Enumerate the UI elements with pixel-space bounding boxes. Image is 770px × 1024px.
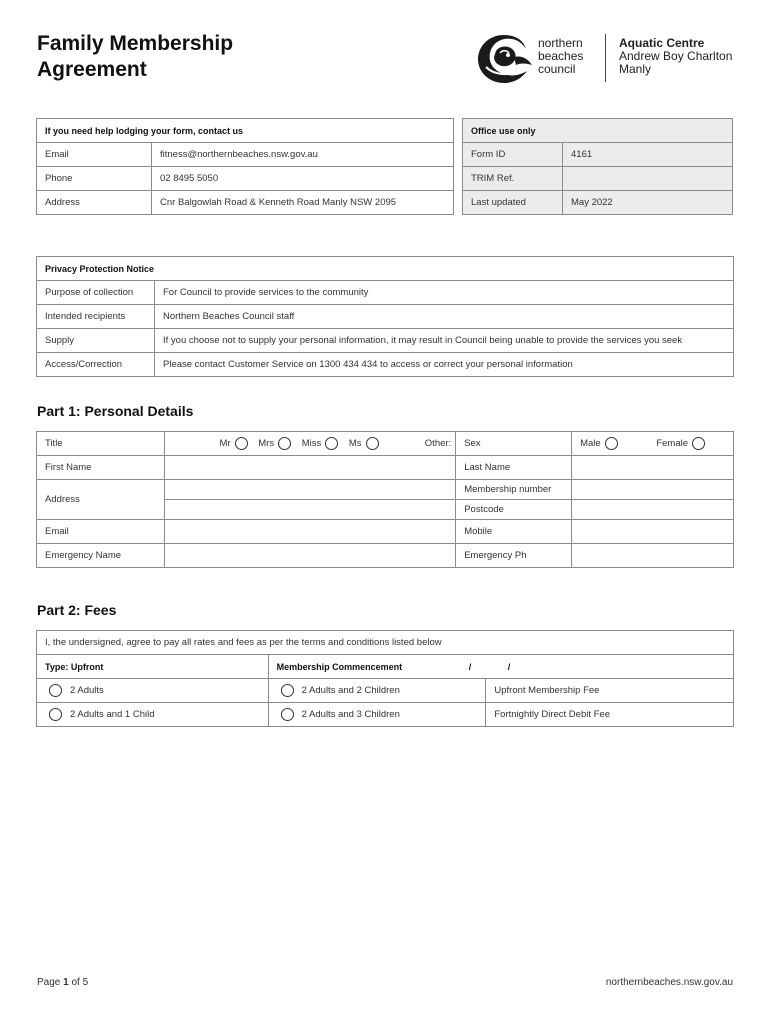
option-2-adults[interactable] <box>37 679 269 703</box>
last-name-field[interactable] <box>572 456 734 480</box>
help-address-value: Cnr Balgowlah Road & Kenneth Road Manly NSW 2095 <box>152 191 454 215</box>
title-option-mr: Mr <box>219 438 231 449</box>
date-slash-2: / <box>507 661 511 672</box>
option-2-adults-1-child[interactable] <box>37 703 269 727</box>
part2-heading: Part 2: Fees <box>37 602 117 618</box>
centre-line-1: Andrew Boy Charlton <box>619 49 733 63</box>
mobile-field[interactable] <box>572 520 734 544</box>
option-2-adults-2-children[interactable] <box>268 679 486 703</box>
sex-male-radio[interactable] <box>605 437 618 450</box>
title-miss-radio[interactable] <box>325 437 338 450</box>
sex-female-radio[interactable] <box>692 437 705 450</box>
purpose-label: Purpose of collection <box>37 281 155 305</box>
mobile-label: Mobile <box>456 520 572 544</box>
title-mrs-radio[interactable] <box>278 437 291 450</box>
address-label: Address <box>37 480 165 520</box>
council-logo-icon <box>474 31 534 87</box>
fortnightly-fee-label: Fortnightly Direct Debit Fee <box>486 703 734 727</box>
type-label: Type: Upfront <box>37 655 269 679</box>
help-email-value: fitness@northernbeaches.nsw.gov.au <box>152 143 454 167</box>
sex-option-male: Male <box>580 438 601 449</box>
privacy-heading: Privacy Protection Notice <box>37 257 734 281</box>
option-2a3c-radio[interactable] <box>281 708 294 721</box>
page-suffix: of 5 <box>71 977 89 988</box>
logo-line-3: council <box>538 62 576 76</box>
purpose-value: For Council to provide services to the community <box>155 281 734 305</box>
logo-divider <box>605 34 606 82</box>
sex-option-female: Female <box>656 438 688 449</box>
title-option-ms: Ms <box>348 438 362 449</box>
title-option-other: Other: <box>424 438 452 449</box>
logo-line-2: beaches <box>538 49 584 63</box>
help-address-label: Address <box>37 191 152 215</box>
recipients-value: Northern Beaches Council staff <box>155 305 734 329</box>
upfront-fee-label: Upfront Membership Fee <box>486 679 734 703</box>
recipients-label: Intended recipients <box>37 305 155 329</box>
option-2-adults-label: 2 Adults <box>70 685 104 696</box>
sex-options <box>572 432 734 456</box>
email-label: Email <box>37 520 165 544</box>
supply-value: If you choose not to supply your personal information, it may result in Council being unable to provide the services you seek <box>155 329 734 353</box>
council-name <box>538 37 583 76</box>
last-updated-value: May 2022 <box>563 191 733 215</box>
address-field-line-1[interactable] <box>164 480 456 500</box>
centre-title: Aquatic Centre <box>619 36 705 50</box>
email-field[interactable] <box>164 520 456 544</box>
address-field-line-2[interactable] <box>164 500 456 520</box>
option-2a2c-radio[interactable] <box>281 684 294 697</box>
title-option-miss: Miss <box>301 438 322 449</box>
membership-number-label: Membership number <box>456 480 572 500</box>
title-line-2: Agreement <box>37 58 147 81</box>
help-heading: If you need help lodging your form, contact us <box>37 119 454 143</box>
date-slash-1: / <box>468 661 472 672</box>
fees-table <box>36 630 734 727</box>
title-mr-radio[interactable] <box>235 437 248 450</box>
emergency-name-field[interactable] <box>164 544 456 568</box>
last-updated-label: Last updated <box>463 191 563 215</box>
centre-name <box>619 37 732 76</box>
form-id-label: Form ID <box>463 143 563 167</box>
title-options <box>164 432 456 456</box>
first-name-label: First Name <box>37 456 165 480</box>
help-phone-value: 02 8495 5050 <box>152 167 454 191</box>
option-2-adults-radio[interactable] <box>49 684 62 697</box>
help-email-label: Email <box>37 143 152 167</box>
document-title <box>37 31 337 83</box>
privacy-notice-table <box>36 256 734 377</box>
office-use-table <box>462 118 733 215</box>
emergency-ph-label: Emergency Ph <box>456 544 572 568</box>
form-id-value: 4161 <box>563 143 733 167</box>
trim-ref-field[interactable] <box>563 167 733 191</box>
page-prefix: Page <box>37 977 61 988</box>
page-number: 1 <box>63 977 69 988</box>
option-2a3c-label: 2 Adults and 3 Children <box>301 709 400 720</box>
website-url: northernbeaches.nsw.gov.au <box>605 977 733 988</box>
supply-label: Supply <box>37 329 155 353</box>
title-option-mrs: Mrs <box>258 438 275 449</box>
part1-heading: Part 1: Personal Details <box>37 403 194 419</box>
access-value: Please contact Customer Service on 1300 434 434 to access or correct your personal information <box>155 353 734 377</box>
agreement-text: I, the undersigned, agree to pay all rates and fees as per the terms and conditions listed below <box>37 631 734 655</box>
office-heading: Office use only <box>463 119 733 143</box>
emergency-name-label: Emergency Name <box>37 544 165 568</box>
title-label: Title <box>37 432 165 456</box>
postcode-field[interactable] <box>572 500 734 520</box>
option-2-adults-3-children[interactable] <box>268 703 486 727</box>
option-2a1c-label: 2 Adults and 1 Child <box>70 709 155 720</box>
trim-ref-label: TRIM Ref. <box>463 167 563 191</box>
centre-line-2: Manly <box>619 62 652 76</box>
membership-number-field[interactable] <box>572 480 734 500</box>
option-2a2c-label: 2 Adults and 2 Children <box>301 685 400 696</box>
commencement-cell[interactable] <box>268 655 733 679</box>
title-ms-radio[interactable] <box>366 437 379 450</box>
help-contact-table <box>36 118 454 215</box>
postcode-label: Postcode <box>456 500 572 520</box>
option-2a1c-radio[interactable] <box>49 708 62 721</box>
last-name-label: Last Name <box>456 456 572 480</box>
logo-line-1: northern <box>538 36 583 50</box>
page-indicator <box>37 977 88 988</box>
personal-details-table <box>36 431 734 568</box>
commencement-label: Membership Commencement <box>276 661 403 672</box>
access-label: Access/Correction <box>37 353 155 377</box>
sex-label: Sex <box>456 432 572 456</box>
emergency-ph-field[interactable] <box>572 544 734 568</box>
title-line-1: Family Membership <box>37 32 234 55</box>
first-name-field[interactable] <box>164 456 456 480</box>
help-phone-label: Phone <box>37 167 152 191</box>
